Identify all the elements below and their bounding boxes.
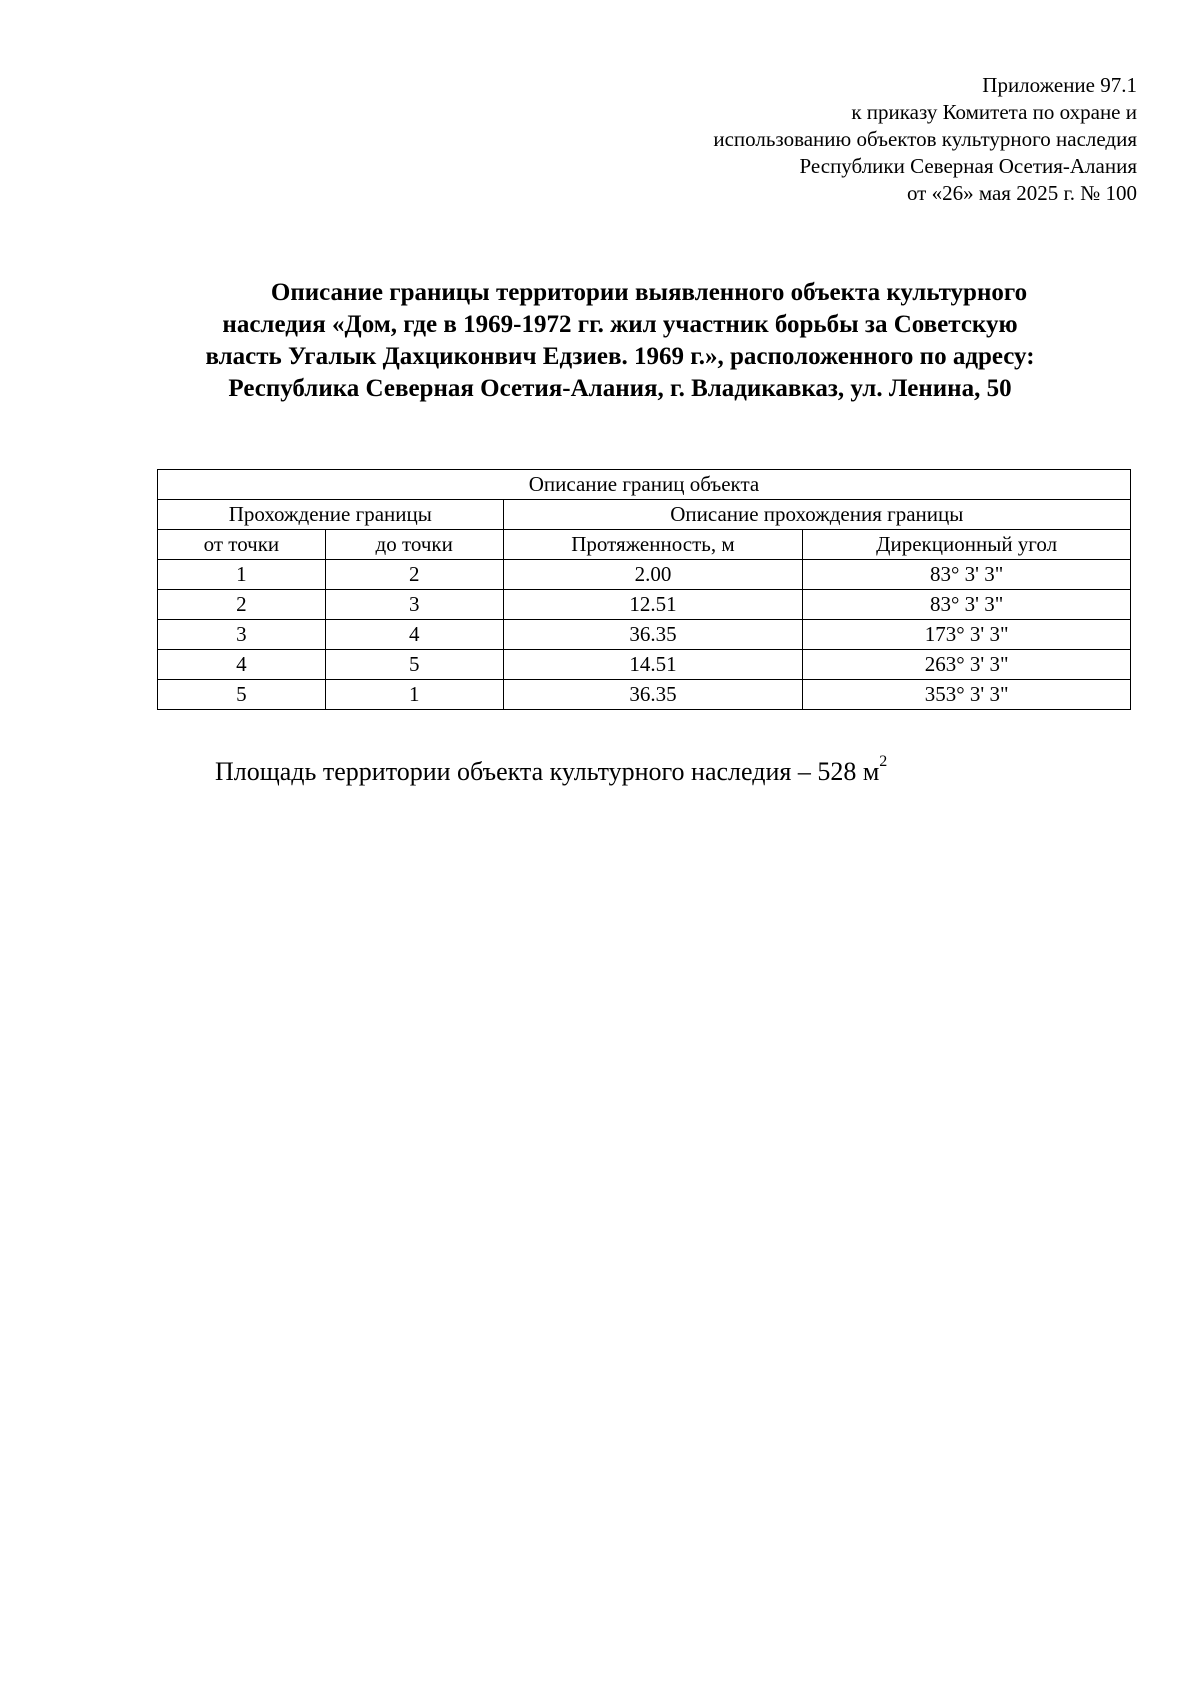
- cell-angle: 353° 3' 3": [803, 680, 1131, 710]
- area-superscript: 2: [879, 753, 888, 770]
- header-angle: Дирекционный угол: [803, 530, 1131, 560]
- area-statement: [215, 753, 888, 787]
- appendix-line: Республики Северная Осетия-Алания: [799, 154, 1137, 178]
- appendix-line: от «26» мая 2025 г. № 100: [906, 181, 1137, 205]
- table-row: [158, 620, 1131, 650]
- cell-from: 3: [158, 620, 326, 650]
- table-row: [158, 560, 1131, 590]
- document-title: [150, 277, 1090, 405]
- cell-length: 12.51: [503, 590, 803, 620]
- cell-angle: 173° 3' 3": [803, 620, 1131, 650]
- table-row: [158, 680, 1131, 710]
- table-row: [158, 650, 1131, 680]
- cell-from: 4: [158, 650, 326, 680]
- appendix-line: Приложение 97.1: [982, 73, 1137, 97]
- boundary-table: [157, 469, 1131, 710]
- header-length: Протяженность, м: [503, 530, 803, 560]
- cell-length: 36.35: [503, 620, 803, 650]
- cell-angle: 83° 3' 3": [803, 560, 1131, 590]
- table-row: [158, 590, 1131, 620]
- appendix-line: использованию объектов культурного наследия: [713, 127, 1137, 151]
- cell-to: 2: [325, 560, 503, 590]
- table-caption: Описание границ объекта: [158, 470, 1131, 500]
- header-to-point: до точки: [325, 530, 503, 560]
- table-caption-row: [158, 470, 1131, 500]
- cell-to: 1: [325, 680, 503, 710]
- title-line: Республика Северная Осетия-Алания, г. Владикавказ, ул. Ленина, 50: [228, 375, 1012, 402]
- cell-length: 2.00: [503, 560, 803, 590]
- table-column-header-row: [158, 530, 1131, 560]
- cell-from: 5: [158, 680, 326, 710]
- appendix-line: к приказу Комитета по охране и: [851, 100, 1137, 124]
- cell-to: 5: [325, 650, 503, 680]
- header-description: Описание прохождения границы: [503, 500, 1130, 530]
- header-passage: Прохождение границы: [158, 500, 504, 530]
- appendix-header: [713, 72, 1137, 207]
- cell-to: 4: [325, 620, 503, 650]
- cell-angle: 263° 3' 3": [803, 650, 1131, 680]
- cell-from: 2: [158, 590, 326, 620]
- cell-angle: 83° 3' 3": [803, 590, 1131, 620]
- cell-to: 3: [325, 590, 503, 620]
- table-group-header-row: [158, 500, 1131, 530]
- area-text: Площадь территории объекта культурного наследия – 528 м: [215, 757, 880, 786]
- cell-length: 14.51: [503, 650, 803, 680]
- cell-from: 1: [158, 560, 326, 590]
- title-line: наследия «Дом, где в 1969-1972 гг. жил участник борьбы за Советскую: [222, 311, 1018, 338]
- title-line: Описание границы территории выявленного объекта культурного: [270, 279, 1028, 306]
- header-from-point: от точки: [158, 530, 326, 560]
- title-line: власть Угалык Дахциконвич Едзиев. 1969 г.», расположенного по адресу:: [205, 343, 1035, 370]
- cell-length: 36.35: [503, 680, 803, 710]
